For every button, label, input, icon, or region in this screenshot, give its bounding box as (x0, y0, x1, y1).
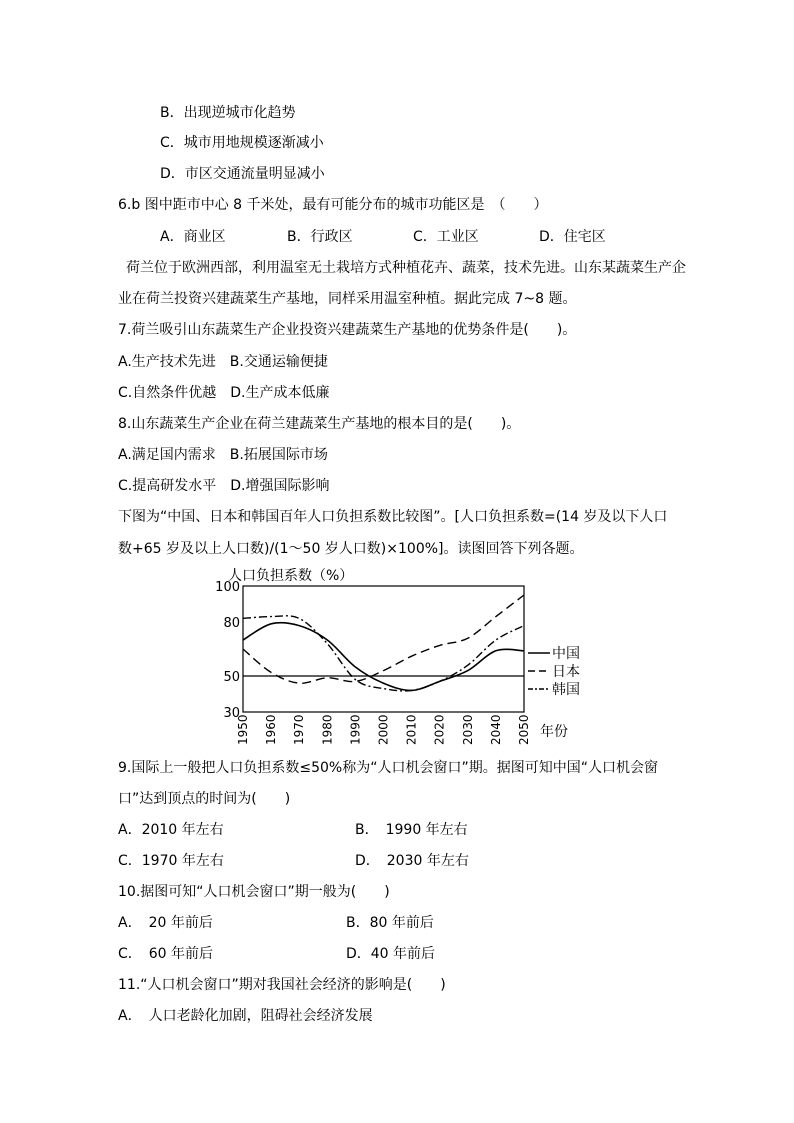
q11-stem: 11.“人口机会窗口”期对我国社会经济的影响是( ) (118, 977, 446, 993)
series-line-3 (243, 616, 524, 691)
x-tick-label: 2030 (460, 714, 475, 745)
q8-options-row-2: C.提高研发水平 D.增强国际影响 (118, 478, 330, 494)
q9-option-b: B． 1990 年左右 (355, 822, 468, 838)
q9-option-c: C．1970 年左右 (118, 853, 224, 869)
q10-option-d: D．40 年前后 (346, 946, 436, 962)
legend-label-3: 韩国 (552, 682, 580, 698)
series-line-2 (243, 595, 524, 683)
q7-options-row-2: C.自然条件优越 D.生产成本低廉 (118, 385, 330, 401)
q9-stem-line-1: 9.国际上一般把人口负担系数≤50%称为“人口机会窗口”期。据图可知中国“人口机会窗 (118, 760, 658, 776)
q5-option-d: D．市区交通流量明显减小 (160, 166, 325, 182)
q8-stem: 8.山东蔬菜生产企业在荷兰建蔬菜生产基地的根本目的是( )。 (118, 416, 521, 432)
chart-ylabel: 人口负担系数（%） (228, 568, 354, 584)
y-tick-label: 30 (223, 706, 240, 721)
q6-option-a: A．商业区 (160, 229, 226, 245)
q6-option-c: C．工业区 (413, 229, 479, 245)
x-tick-label: 1980 (320, 714, 335, 745)
plot-frame (243, 586, 524, 712)
q8-options-row-1: A.满足国内需求 B.拓展国际市场 (118, 447, 328, 463)
q6-stem: 6.b 图中距市中心 8 千米处，最有可能分布的城市功能区是 （ ） (118, 197, 548, 213)
y-tick-label: 50 (223, 670, 240, 685)
q10-option-c: C． 60 年前后 (118, 946, 214, 962)
q7-stem: 7.荷兰吸引山东蔬菜生产企业投资兴建蔬菜生产基地的优势条件是( )。 (118, 322, 577, 338)
q6-option-b: B．行政区 (287, 229, 353, 245)
q10-stem: 10.据图可知“人口机会窗口”期一般为( ) (118, 884, 390, 900)
x-tick-label: 1970 (292, 714, 307, 745)
passage-line-2: 业在荷兰投资兴建蔬菜生产基地，同样采用温室种植。据此完成 7~8 题。 (118, 291, 577, 307)
chart-xlabel: 年份 (540, 724, 568, 740)
x-tick-label: 2000 (376, 714, 391, 745)
chart-intro-line-1: 下图为“中国、日本和韩国百年人口负担系数比较图”。[人口负担系数=(14 岁及以下人口 (118, 509, 668, 525)
q9-option-d: D． 2030 年左右 (355, 853, 469, 869)
q6-option-d: D．住宅区 (539, 229, 606, 245)
y-tick-label: 100 (215, 580, 240, 595)
x-tick-label: 2040 (488, 714, 503, 745)
q5-option-c: C．城市用地规模逐渐减小 (160, 135, 324, 151)
dependency-ratio-chart (210, 560, 610, 750)
q5-option-b: B．出现逆城市化趋势 (160, 105, 296, 121)
chart-intro-line-2: 数+65 岁及以上人口数)/(1～50 岁人口数)×100%]。读图回答下列各题。 (118, 541, 584, 557)
q10-option-a: A． 20 年前后 (118, 915, 213, 931)
x-tick-label: 2010 (404, 714, 419, 745)
x-tick-label: 1950 (236, 714, 250, 745)
q9-option-a: A．2010 年左右 (118, 822, 224, 838)
x-tick-label: 1960 (264, 714, 279, 745)
legend-label-2: 日本 (552, 664, 580, 680)
x-tick-label: 2020 (432, 714, 447, 745)
legend-label-1: 中国 (552, 646, 580, 662)
q10-option-b: B．80 年前后 (346, 915, 434, 931)
x-tick-label: 1990 (348, 714, 363, 745)
series-line-1 (243, 623, 524, 691)
x-tick-label: 2050 (517, 714, 531, 745)
q11-option-a: A． 人口老龄化加剧，阻碍社会经济发展 (118, 1008, 373, 1024)
q9-stem-line-2: 口”达到顶点的时间为( ) (118, 791, 291, 807)
y-tick-label: 80 (223, 616, 240, 631)
q7-options-row-1: A.生产技术先进 B.交通运输便捷 (118, 354, 328, 370)
passage-line-1: 荷兰位于欧洲西部，利用温室无土栽培方式种植花卉、蔬菜，技术先进。山东某蔬菜生产企 (126, 260, 686, 276)
